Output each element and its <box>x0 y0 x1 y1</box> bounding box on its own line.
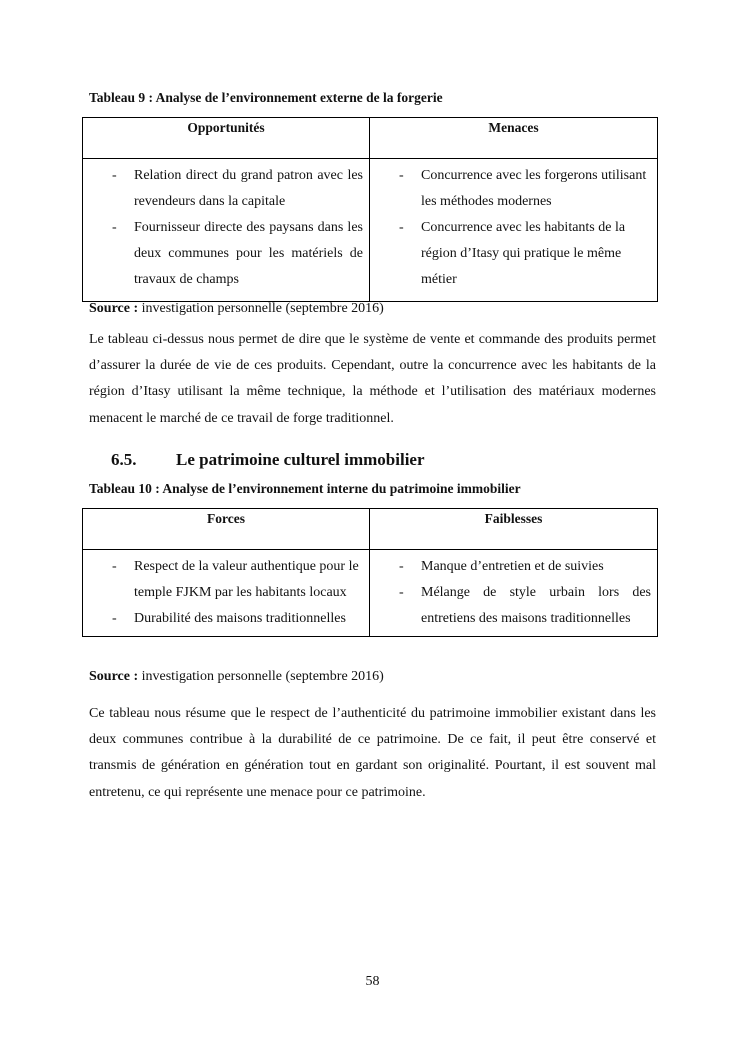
list-item <box>83 215 363 293</box>
dash-bullet: - <box>112 168 117 183</box>
list-item-text: Concurrence avec les forgerons utilisant les méthodes modernes <box>421 168 647 209</box>
list-item <box>370 163 651 215</box>
table9-opportunites-list <box>83 159 369 301</box>
dash-bullet: - <box>399 559 404 574</box>
dash-bullet: - <box>399 220 404 235</box>
table10-body-row <box>83 550 658 637</box>
table10-cell-faiblesses <box>370 550 658 637</box>
table10 <box>82 508 658 637</box>
table9-header-row <box>83 118 658 159</box>
source-label: Source : <box>89 301 139 316</box>
dash-bullet: - <box>399 585 404 600</box>
table9-header-opportunites: Opportunités <box>83 118 370 159</box>
table10-header-row <box>83 509 658 550</box>
page-number: 58 <box>365 974 380 989</box>
list-item-text: Mélange de style urbain lors des entretiens des maisons traditionnelles <box>421 585 651 626</box>
list-item-text: Manque d’entretien et de suivies <box>421 559 604 574</box>
dash-bullet: - <box>112 220 117 235</box>
table9-header-menaces: Menaces <box>370 118 658 159</box>
table10-source <box>89 669 384 685</box>
section-title: Le patrimoine culturel immobilier <box>176 450 425 469</box>
paragraph-1: Le tableau ci-dessus nous permet de dire que le système de vente et commande des produits permet d’assurer la durée de vie de ces produits. Cependant, outre la concurrence avec les habitants de la région d’Itasy utilisant la même technique, la méthode et l’utilisation des matériaux modernes menacent le marché de ce travail de forge traditionnel. <box>89 332 656 426</box>
table9-menaces-list <box>370 159 657 301</box>
list-item-text: Respect de la valeur authentique pour le temple FJKM par les habitants locaux <box>134 559 359 600</box>
paragraph-2: Ce tableau nous résume que le respect de l’authenticité du patrimoine immobilier existant dans les deux communes contribue à la durabilité de ce patrimoine. De ce fait, il peut être conservé et transmis de génération en génération tout en gardant son originalité. Pourtant, il est souvent mal entretenu, ce qui représente une menace pour ce patrimoine. <box>89 706 656 800</box>
list-item-text: Concurrence avec les habitants de la région d’Itasy qui pratique le même métier <box>421 220 626 287</box>
list-item-text: Fournisseur directe des paysans dans les deux communes pour les matériels de travaux de champs <box>134 220 363 287</box>
table10-header-faiblesses: Faiblesses <box>370 509 658 550</box>
table10-header-forces: Forces <box>83 509 370 550</box>
table9-source <box>89 301 384 317</box>
table9-cell-opportunites <box>83 159 370 302</box>
source-text: investigation personnelle (septembre 2016) <box>138 669 384 684</box>
list-item <box>83 163 363 215</box>
list-item <box>83 554 363 606</box>
table9-body-row <box>83 159 658 302</box>
list-item <box>83 606 363 632</box>
list-item-text: Relation direct du grand patron avec les revendeurs dans la capitale <box>134 168 363 209</box>
table10-cell-forces <box>83 550 370 637</box>
list-item <box>370 215 651 293</box>
table10-caption: Tableau 10 : Analyse de l’environnement interne du patrimoine immobilier <box>89 481 521 496</box>
table9-caption: Tableau 9 : Analyse de l’environnement externe de la forgerie <box>89 90 443 105</box>
section-number: 6.5. <box>111 450 137 469</box>
list-item <box>370 580 651 632</box>
list-item-text: Durabilité des maisons traditionnelles <box>134 611 346 626</box>
dash-bullet: - <box>112 559 117 574</box>
source-text: investigation personnelle (septembre 2016) <box>138 301 384 316</box>
table10-faiblesses-list <box>370 550 657 636</box>
table10-forces-list <box>83 550 369 636</box>
table9 <box>82 117 658 302</box>
source-label: Source : <box>89 669 139 684</box>
dash-bullet: - <box>399 168 404 183</box>
table9-cell-menaces <box>370 159 658 302</box>
list-item <box>370 554 651 580</box>
dash-bullet: - <box>112 611 117 626</box>
